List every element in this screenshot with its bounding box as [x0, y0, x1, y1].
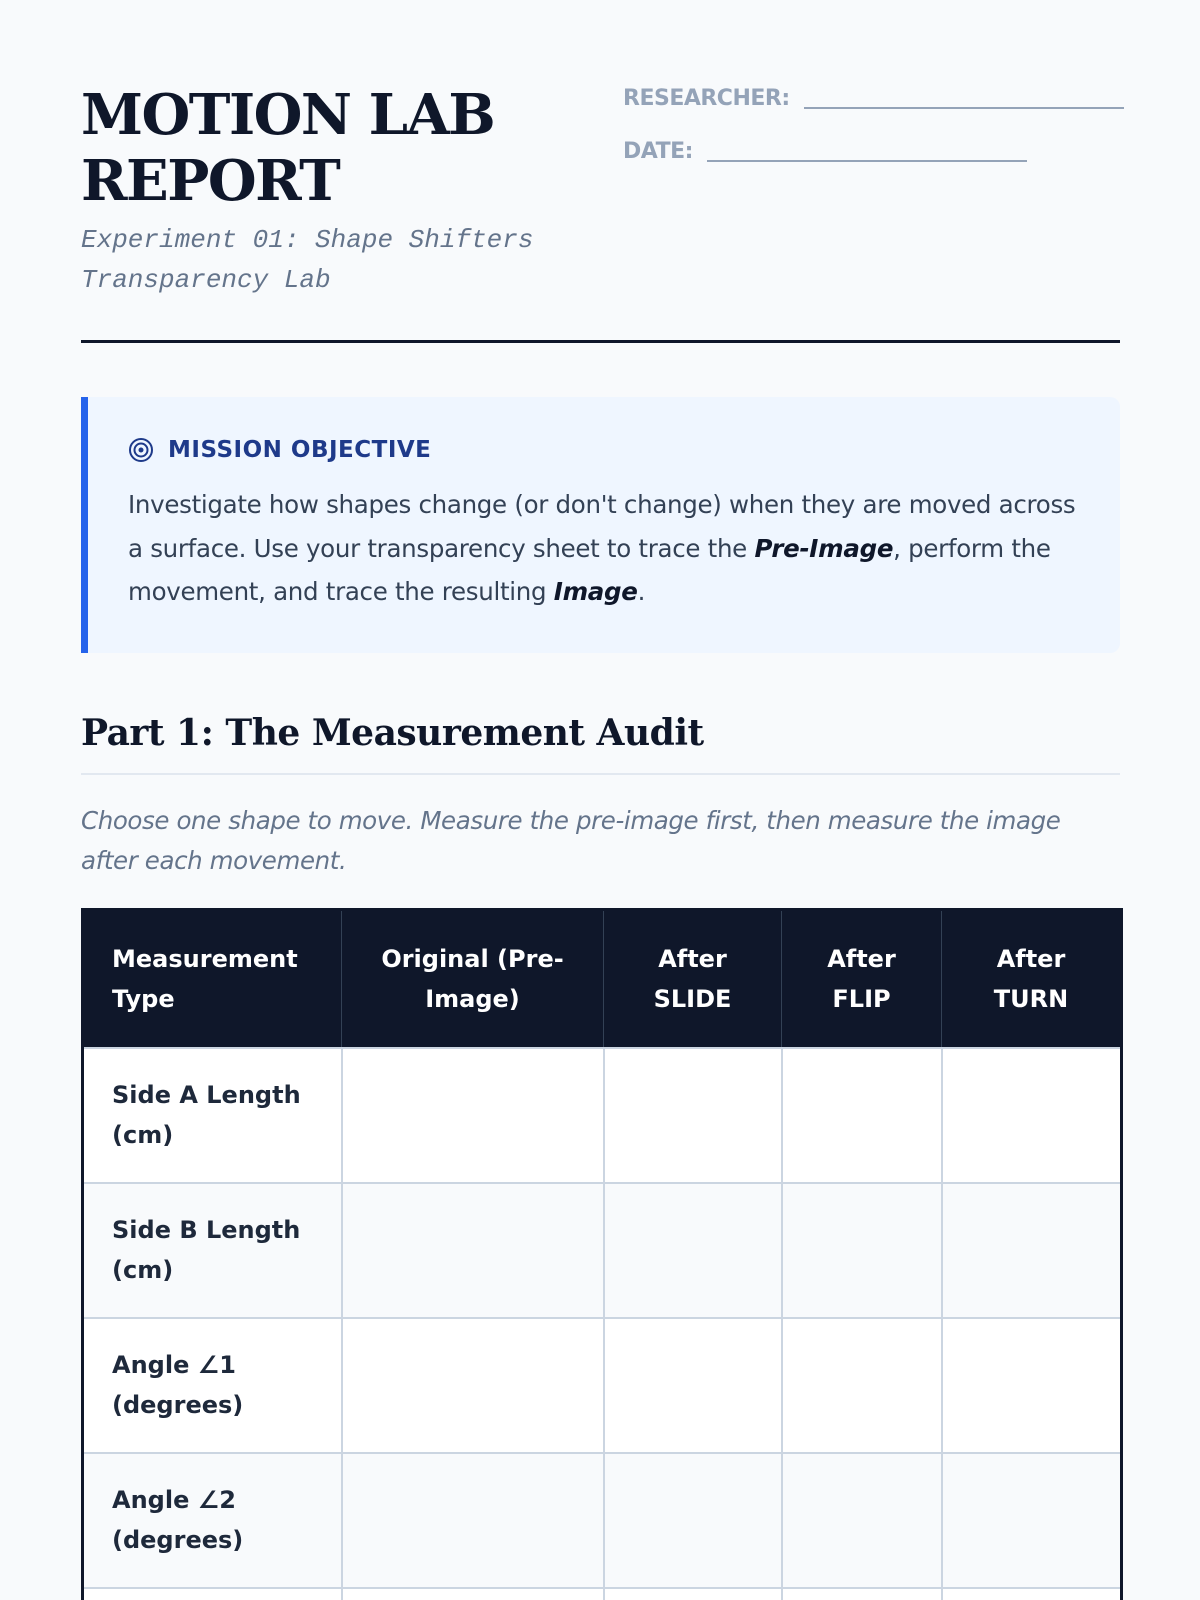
answer-cell[interactable] — [604, 1318, 782, 1453]
objective-text — [128, 483, 1078, 614]
column-header: After SLIDE — [604, 910, 782, 1048]
mission-objective-box — [81, 397, 1120, 653]
answer-cell[interactable] — [782, 1318, 942, 1453]
date-input-line[interactable] — [707, 160, 1027, 162]
table-row — [83, 1588, 1122, 1600]
answer-cell[interactable] — [342, 1318, 604, 1453]
column-header: After FLIP — [782, 910, 942, 1048]
answer-cell[interactable] — [342, 1453, 604, 1588]
table-header-row — [83, 910, 1122, 1048]
part1-heading: Part 1: The Measurement Audit — [81, 708, 1120, 775]
answer-cell[interactable] — [782, 1453, 942, 1588]
page-title: MOTION LAB REPORT — [81, 82, 495, 214]
answer-cell[interactable] — [342, 1183, 604, 1318]
lab-report-page — [81, 0, 1120, 1554]
term-pre-image: Pre-Image — [754, 533, 894, 563]
answer-cell[interactable] — [782, 1183, 942, 1318]
answer-cell[interactable] — [782, 1048, 942, 1183]
answer-cell[interactable] — [942, 1453, 1122, 1588]
target-icon — [128, 437, 154, 463]
researcher-input-line[interactable] — [804, 107, 1124, 109]
date-field[interactable] — [623, 139, 1027, 164]
table-row — [83, 1048, 1122, 1183]
answer-cell[interactable] — [604, 1183, 782, 1318]
table-row — [83, 1183, 1122, 1318]
answer-cell[interactable] — [604, 1453, 782, 1588]
measurement-audit-table — [81, 908, 1123, 1600]
report-header — [81, 0, 1120, 343]
objective-text-after: . — [637, 577, 646, 606]
objective-text-middle: , perform the movement, and trace the resulting — [128, 533, 1051, 606]
answer-cell[interactable] — [342, 1048, 604, 1183]
row-label: Side A Length (cm) — [83, 1048, 342, 1183]
objective-heading — [128, 437, 431, 463]
row-label: Side B Length (cm) — [83, 1183, 342, 1318]
answer-cell[interactable] — [604, 1048, 782, 1183]
table-row — [83, 1453, 1122, 1588]
date-label: DATE: — [623, 139, 693, 164]
column-header: Measurement Type — [83, 910, 342, 1048]
experiment-subtitle: Experiment 01: Shape Shifters Transparency Lab — [81, 225, 534, 295]
row-label: Angle ∠2 (degrees) — [83, 1453, 342, 1588]
row-label: Angle ∠1 (degrees) — [83, 1318, 342, 1453]
term-image: Image — [553, 577, 638, 606]
answer-cell[interactable] — [942, 1048, 1122, 1183]
researcher-label: RESEARCHER: — [623, 86, 790, 111]
answer-cell[interactable] — [942, 1183, 1122, 1318]
objective-text-before: Investigate how shapes change (or don't change) when they are moved across a surface. Use your transparency sheet to trace the — [128, 490, 1076, 563]
column-header: After TURN — [942, 910, 1122, 1048]
part1-instructions: Choose one shape to move. Measure the pre-image first, then measure the image after each movement. — [81, 806, 1061, 875]
objective-title: MISSION OBJECTIVE — [168, 437, 432, 463]
answer-cell[interactable] — [942, 1318, 1122, 1453]
table-row — [83, 1318, 1122, 1453]
column-header: Original (Pre-Image) — [342, 910, 604, 1048]
researcher-field[interactable] — [623, 86, 1124, 111]
